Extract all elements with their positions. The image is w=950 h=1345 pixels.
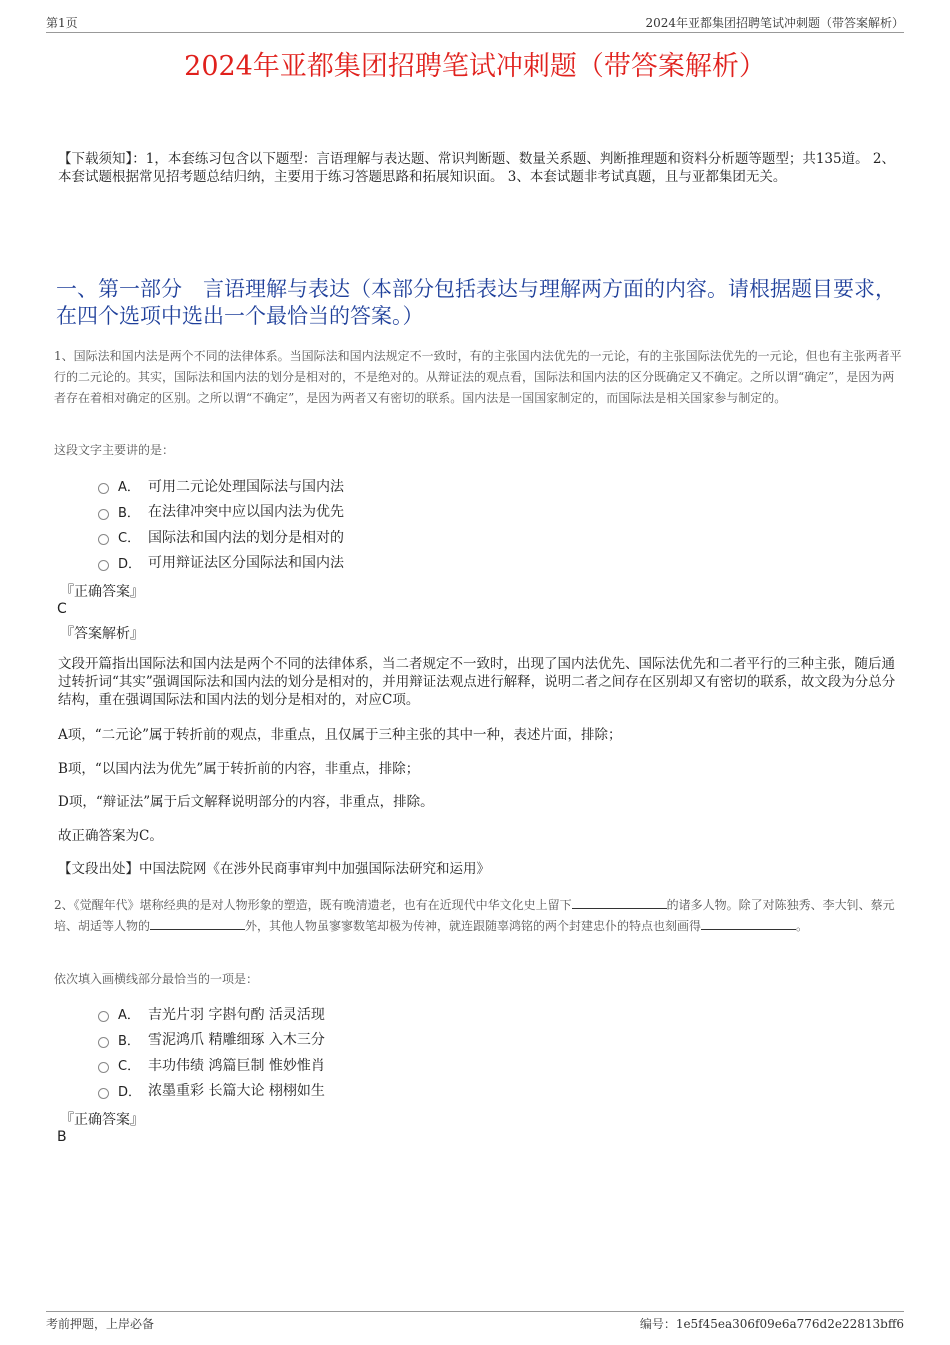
header-doc-title: 2024年亚都集团招聘笔试冲刺题（带答案解析） xyxy=(645,16,904,30)
radio-icon[interactable] xyxy=(98,534,109,545)
page-title: 2024年亚都集团招聘笔试冲刺题（带答案解析） xyxy=(184,51,766,82)
answer-label: 『正确答案』 xyxy=(60,584,144,600)
fill-blank xyxy=(701,918,796,930)
page-header xyxy=(46,14,904,33)
radio-icon[interactable] xyxy=(98,483,109,494)
answer-value: B xyxy=(57,1129,67,1145)
option-c[interactable]: C． 丰功伟绩 鸿篇巨制 惟妙惟肖 xyxy=(98,1052,698,1078)
radio-icon[interactable] xyxy=(98,1088,109,1099)
analysis-option-d: D项，“辩证法”属于后文解释说明部分的内容，非重点，排除。 xyxy=(58,794,434,810)
analysis-label: 『答案解析』 xyxy=(60,626,144,642)
question-1-prompt: 这段文字主要讲的是： xyxy=(54,443,175,457)
option-d[interactable]: D． 浓墨重彩 长篇大论 栩栩如生 xyxy=(98,1078,698,1104)
footer-slogan: 考前押题，上岸必备 xyxy=(46,1317,155,1331)
radio-icon[interactable] xyxy=(98,1062,109,1073)
question-1-stem: 1、国际法和国内法是两个不同的法律体系。当国际法和国内法规定不一致时，有的主张国内法优先的一元论，有的主张国际法优先的一元论，但也有主张两者平行的二元论的。其实，国际法和国内法的划分是相对的，不是绝对的。从辩证法的观点看，国际法和国内法的区分既确定又不确定。之所以谓“确定”，是因为两者存在着相对确定的区别。之所以谓“不确定”，是因为两者又有密切的联系。国内法是一国国家制定的，而国际法是相关国家参与制定的。 xyxy=(54,349,902,405)
analysis-option-a: A项，“二元论”属于转折前的观点，非重点，且仅属于三种主张的其中一种，表述片面，排除； xyxy=(58,727,622,743)
page-number: 第1页 xyxy=(46,16,78,30)
fill-blank xyxy=(572,897,667,909)
analysis-conclusion: 故正确答案为C。 xyxy=(58,828,163,844)
page-footer xyxy=(46,1311,904,1331)
option-d[interactable]: D． 可用辩证法区分国际法和国内法 xyxy=(98,550,698,576)
analysis-option-b: B项，“以国内法为优先”属于转折前的内容，非重点，排除； xyxy=(58,761,420,777)
option-c[interactable]: C． 国际法和国内法的划分是相对的 xyxy=(98,524,698,550)
radio-icon[interactable] xyxy=(98,1037,109,1048)
radio-icon[interactable] xyxy=(98,509,109,520)
document-id: 编号：1e5f45ea306f09e6a776d2e22813bff6 xyxy=(639,1317,904,1331)
question-2-options xyxy=(98,1001,698,1103)
option-b[interactable]: B． 雪泥鸿爪 精雕细琢 入木三分 xyxy=(98,1027,698,1053)
answer-value: C xyxy=(57,601,67,617)
radio-icon[interactable] xyxy=(98,1011,109,1022)
passage-source: 【文段出处】中国法院网《在涉外民商事审判中加强国际法研究和运用》 xyxy=(58,861,490,877)
option-a[interactable]: A． 可用二元论处理国际法与国内法 xyxy=(98,473,698,499)
option-a[interactable]: A． 吉光片羽 字斟句酌 活灵活现 xyxy=(98,1001,698,1027)
section-heading: 一、第一部分 言语理解与表达（本部分包括表达与理解两方面的内容。请根据题目要求，在四个选项中选出一个最恰当的答案。） xyxy=(56,277,896,328)
question-1-options xyxy=(98,473,698,575)
radio-icon[interactable] xyxy=(98,560,109,571)
analysis-paragraph: 文段开篇指出国际法和国内法是两个不同的法律体系，当二者规定不一致时，出现了国内法优先、国际法优先和二者平行的三种主张，随后通过转折词“其实”强调国际法和国内法的划分是相对的，并用辩证法观点进行解释，说明二者之间存在区别却又有密切的联系，故文段为分总分结构，重在强调国际法和国内法的划分是相对的，对应C项。 xyxy=(58,656,896,708)
download-notice: 【下载须知】：1，本套练习包含以下题型：言语理解与表达题、常识判断题、数量关系题、判断推理题和资料分析题等题型；共135道。 2、本套试题根据常见招考题总结归纳，主要用于练习答题思路和拓展知识面。 3、本套试题非考试真题，且与亚都集团无关。 xyxy=(58,151,895,185)
question-2-prompt: 依次填入画横线部分最恰当的一项是： xyxy=(54,972,259,986)
fill-blank xyxy=(150,918,245,930)
question-2-stem: 2、《觉醒年代》堪称经典的是对人物形象的塑造，既有晚清遗老，也有在近现代中华文化史上留下 的诸多人物。除了对陈独秀、李大钊、蔡元培、胡适等人物的 外，其他人物虽寥寥数笔却极为传神，就连跟随辜鸿铭的两个封建忠仆的特点也刻画得 。 xyxy=(54,898,895,933)
option-b[interactable]: B． 在法律冲突中应以国内法为优先 xyxy=(98,499,698,525)
answer-label: 『正确答案』 xyxy=(60,1112,144,1128)
